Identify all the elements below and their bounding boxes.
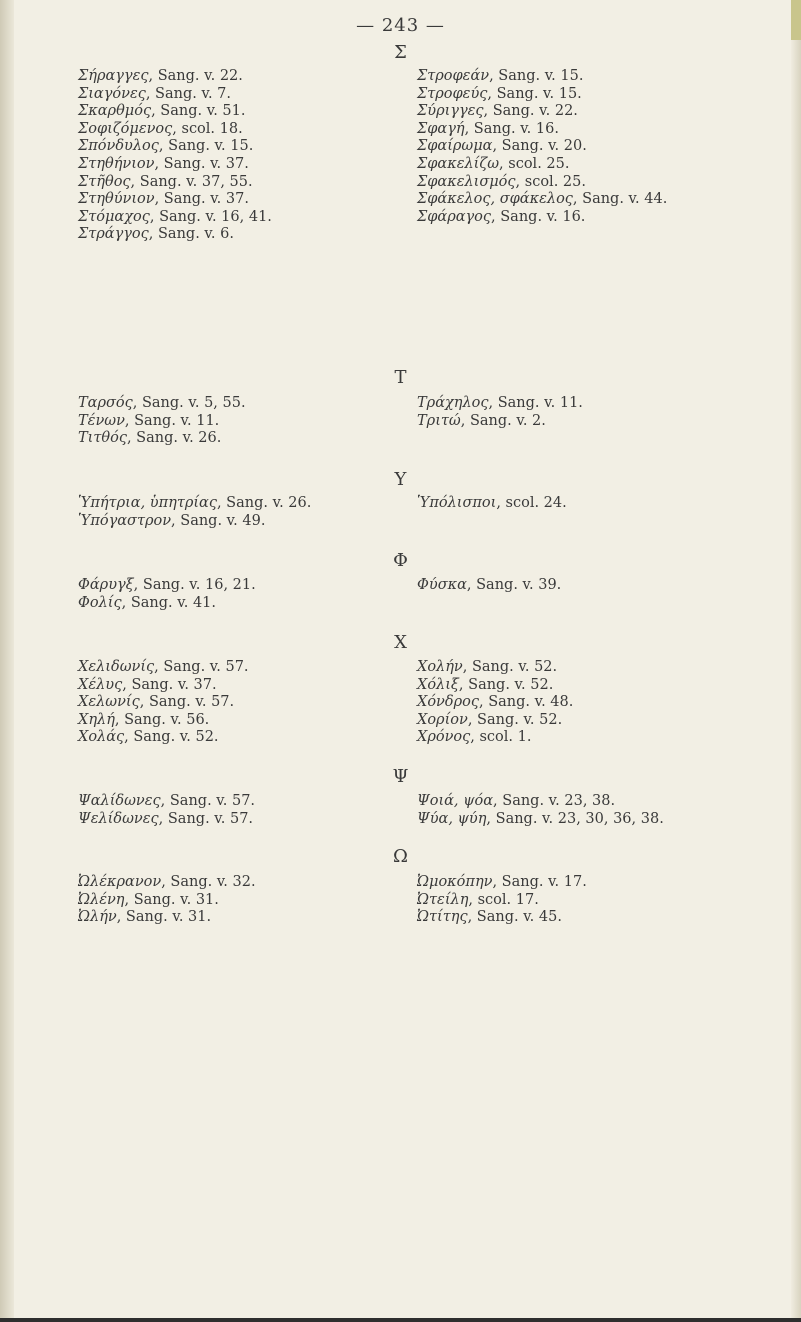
index-entry: Στόμαχος, Sang. v. 16, 41.: [78, 208, 272, 225]
section-chi-right-column: [417, 659, 757, 747]
page-edge-left: [0, 0, 14, 1322]
index-entry: Φύσκα, Sang. v. 39.: [417, 577, 562, 593]
index-entry: Ταρσός, Sang. v. 5, 55.: [78, 395, 246, 411]
index-entry: Τένων, Sang. v. 11.: [78, 412, 220, 429]
section-letter-sigma: Σ: [394, 42, 407, 63]
section-sigma-left-column: [78, 68, 418, 244]
index-entry: Ψύα, ψύη, Sang. v. 23, 30, 36, 38.: [417, 810, 664, 827]
section-letter-chi: X: [394, 632, 407, 653]
section-phi-left-column: [78, 577, 418, 612]
index-entry: Φολίς, Sang. v. 41.: [78, 594, 217, 611]
index-entry: Τράχηλος, Sang. v. 11.: [417, 395, 583, 411]
index-entry: Ὑπόγαστρον, Sang. v. 49.: [78, 512, 266, 529]
index-entry: Ὠλήν, Sang. v. 31.: [78, 909, 212, 926]
section-letter-psi: Ψ: [392, 766, 409, 787]
index-entry: Τριτώ, Sang. v. 2.: [417, 412, 546, 429]
index-entry: Φάρυγξ, Sang. v. 16, 21.: [78, 577, 256, 593]
index-entry: Σοφιζόμενος, scol. 18.: [78, 120, 243, 137]
page-edge-right: [791, 0, 801, 1322]
section-letter-omega: Ω: [393, 846, 408, 867]
index-entry: Σήραγγες, Sang. v. 22.: [78, 68, 243, 84]
index-entry: Στηθύνιον, Sang. v. 37.: [78, 191, 249, 208]
section-psi-right-column: [417, 793, 787, 828]
index-entry: Ὠλένη, Sang. v. 31.: [78, 891, 219, 908]
index-entry: Ὑπόλισποι, scol. 24.: [417, 495, 567, 511]
index-entry: Χόνδρος, Sang. v. 48.: [417, 694, 574, 711]
index-entry: Σύριγγες, Sang. v. 22.: [417, 103, 578, 120]
index-entry: Τιτθός, Sang. v. 26.: [78, 430, 222, 447]
index-entry: Χόλιξ, Sang. v. 52.: [417, 676, 554, 693]
index-entry: Σκαρθμός, Sang. v. 51.: [78, 103, 246, 120]
section-letter-phi: Φ: [393, 550, 408, 571]
section-tau-left-column: [78, 395, 418, 448]
index-entry: Ὠτίτης, Sang. v. 45.: [417, 909, 562, 926]
index-entry: Σιαγόνες, Sang. v. 7.: [78, 85, 232, 102]
index-entry: Στροφεάν, Sang. v. 15.: [417, 68, 584, 84]
index-entry: Σφακελισμός, scol. 25.: [417, 173, 586, 190]
index-entry: Στράγγος, Sang. v. 6.: [78, 226, 234, 243]
index-entry: Χολήν, Sang. v. 52.: [417, 659, 558, 675]
index-entry: Χέλυς, Sang. v. 37.: [78, 676, 217, 693]
index-entry: Ψαλίδωνες, Sang. v. 57.: [78, 793, 256, 809]
section-psi-left-column: [78, 793, 418, 828]
index-entry: Ψοιά, ψόα, Sang. v. 23, 38.: [417, 793, 616, 809]
index-entry: Ὠλέκρανον, Sang. v. 32.: [78, 874, 256, 890]
index-entry: Χορίον, Sang. v. 52.: [417, 711, 563, 728]
index-entry: Σφαίρωμα, Sang. v. 20.: [417, 138, 587, 155]
index-entry: Ὑπήτρια, ὑπητρίας, Sang. v. 26.: [78, 495, 312, 511]
index-entry: Σφάκελος, σφάκελος, Sang. v. 44.: [417, 191, 668, 208]
section-tau-right-column: [417, 395, 757, 430]
section-letter-tau: T: [394, 367, 407, 388]
index-entry: Χελωνίς, Sang. v. 57.: [78, 694, 235, 711]
index-entry: Στῆθος, Sang. v. 37, 55.: [78, 173, 253, 190]
section-omega-left-column: [78, 874, 418, 927]
index-entry: Σπόνδυλος, Sang. v. 15.: [78, 138, 254, 155]
index-entry: Χελιδωνίς, Sang. v. 57.: [78, 659, 249, 675]
index-entry: Χρόνος, scol. 1.: [417, 729, 532, 746]
section-sigma-right-column: [417, 68, 757, 226]
index-entry: Σφαγή, Sang. v. 16.: [417, 120, 559, 137]
section-phi-right-column: [417, 577, 757, 595]
page-number: — 243 —: [356, 15, 445, 36]
bottom-edge: [0, 1318, 801, 1322]
section-upsilon-right-column: [417, 495, 757, 513]
index-entry: Ψελίδωνες, Sang. v. 57.: [78, 810, 254, 827]
index-entry: Σφακελίζω, scol. 25.: [417, 155, 570, 172]
index-entry: Χολάς, Sang. v. 52.: [78, 729, 219, 746]
index-entry: Στηθήνιον, Sang. v. 37.: [78, 155, 249, 172]
section-upsilon-left-column: [78, 495, 418, 530]
index-entry: Σφάραγος, Sang. v. 16.: [417, 208, 586, 225]
index-entry: Χηλή, Sang. v. 56.: [78, 711, 210, 728]
section-chi-left-column: [78, 659, 418, 747]
index-entry: Ὠτείλη, scol. 17.: [417, 891, 539, 908]
index-entry: Στροφεύς, Sang. v. 15.: [417, 85, 582, 102]
index-entry: Ὠμοκόπην, Sang. v. 17.: [417, 874, 587, 890]
section-letter-upsilon: Υ: [394, 469, 407, 490]
section-omega-right-column: [417, 874, 757, 927]
